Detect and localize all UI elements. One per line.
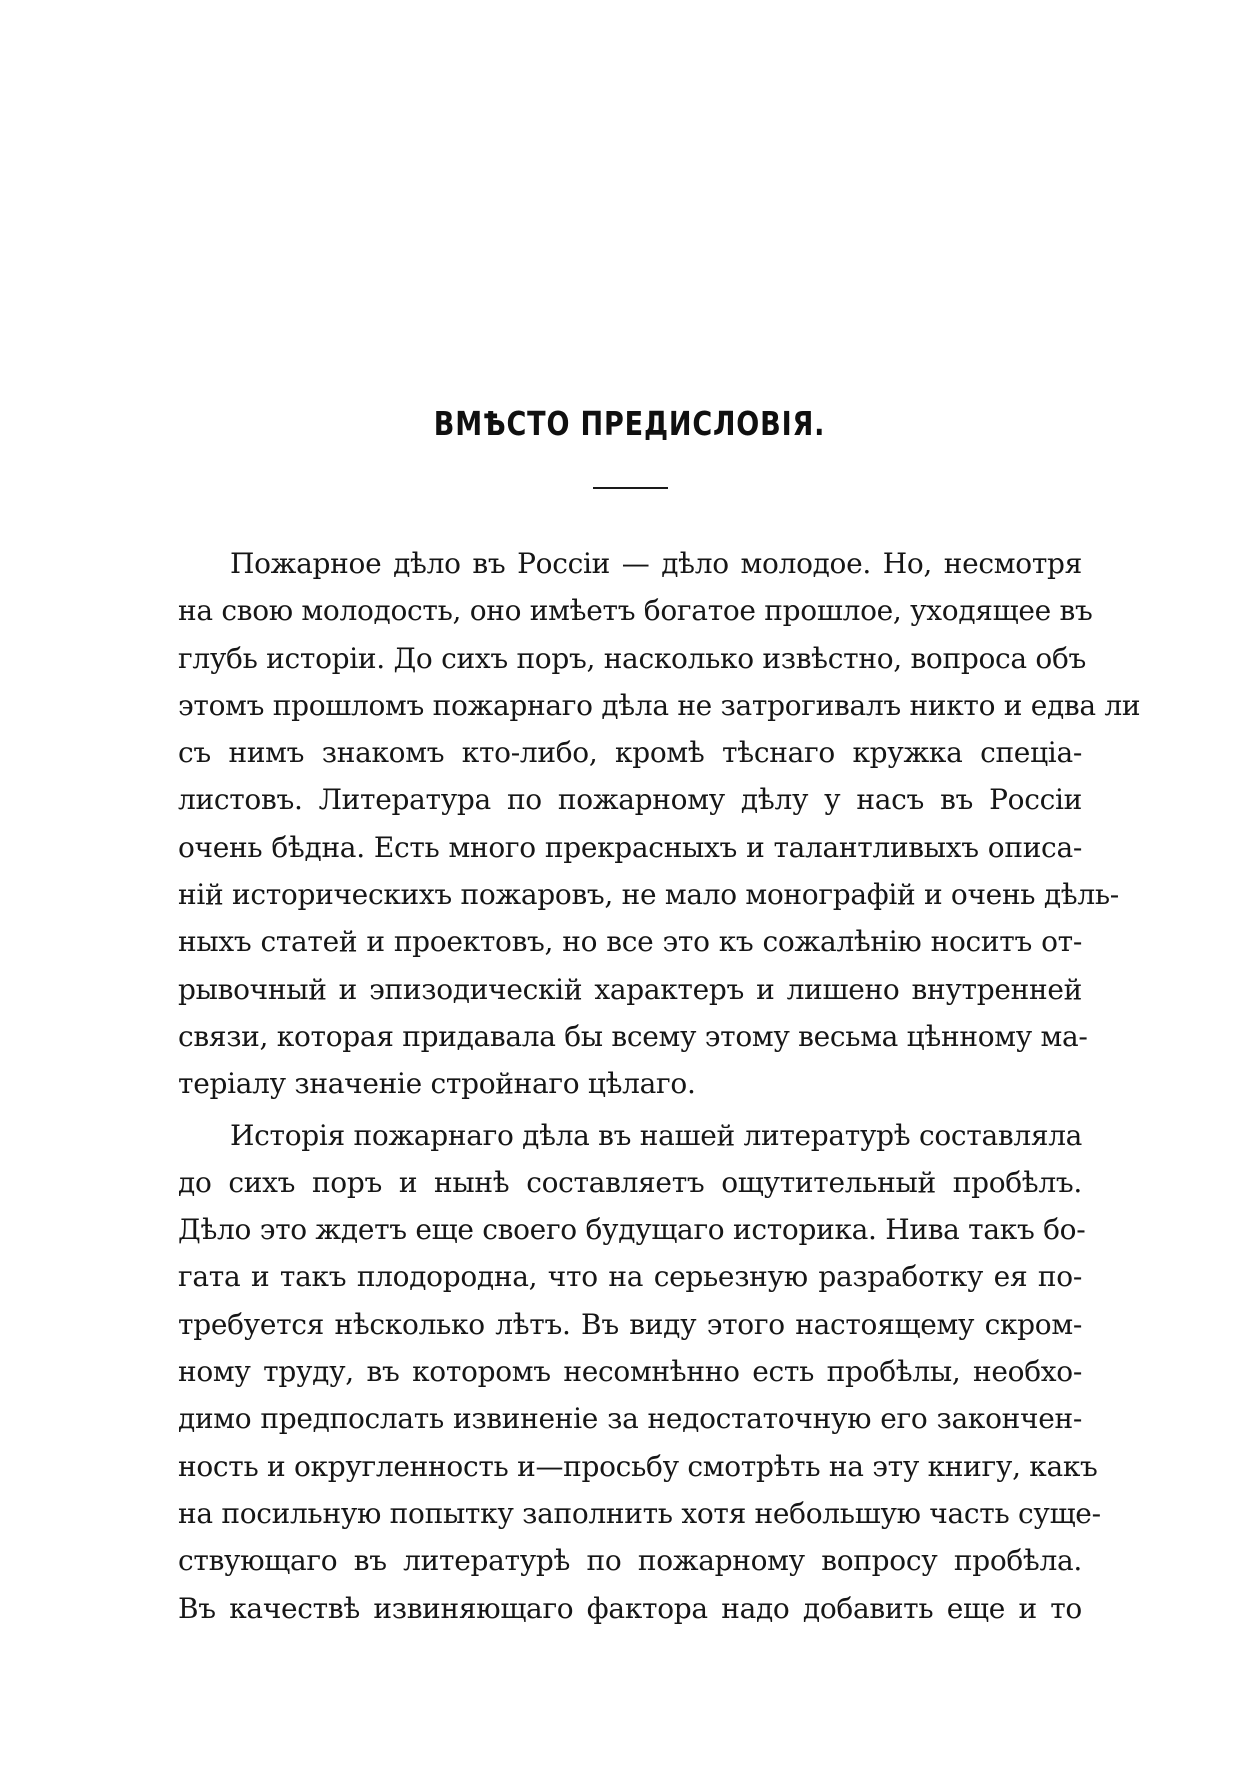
text-line: до сихъ поръ и нынѣ составляетъ ощутительный пробѣлъ. [178,1165,1082,1199]
page-title: ВМѢСТО ПРЕДИСЛОВІЯ. [433,404,826,443]
text-line: требуется нѣсколько лѣтъ. Въ виду этого настоящему скром- [178,1307,1082,1341]
text-line: рывочный и эпизодическій характеръ и лишено внутренней [178,972,1082,1006]
text-line: Исторія пожарнаго дѣла въ нашей литературѣ составляла [230,1118,1083,1152]
text-line: очень бѣдна. Есть много прекрасныхъ и талантливыхъ описа- [178,830,1082,864]
text-line: ныхъ статей и проектовъ, но все это къ сожалѣнію носитъ от- [178,925,1082,959]
text-line: этомъ прошломъ пожарнаго дѣла не затрогивалъ никто и едва ли [178,688,1141,722]
text-line: Пожарное дѣло въ Россіи — дѣло молодое. Но, несмотря [230,547,1082,580]
text-line: съ нимъ знакомъ кто-либо, кромѣ тѣснаго кружка спеціа- [178,736,1082,770]
text-line: ному труду, въ которомъ несомнѣнно есть пробѣлы, необхо- [178,1355,1082,1389]
text-line: Дѣло это ждетъ еще своего будущаго историка. Нива такъ бо- [178,1213,1086,1247]
text-line: ствующаго въ литературѣ по пожарному вопросу пробѣла. [178,1544,1082,1578]
text-line: теріалу значеніе стройнаго цѣлаго. [178,1067,696,1101]
text-line: димо предпослать извиненіе за недостаточную его закончен- [178,1402,1082,1436]
title-divider [593,487,668,489]
text-line: на посильную попытку заполнить хотя небольшую часть суще- [178,1496,1101,1530]
text-line: Въ качествѣ извиняющаго фактора надо добавить еще и то [178,1591,1082,1625]
text-line: ность и округленность и—просьбу смотрѣть на эту книгу, какъ [178,1449,1098,1483]
text-line: на свою молодость, оно имѣетъ богатое прошлое, уходящее въ [178,594,1093,628]
body-text [178,540,1141,1632]
text-line: листовъ. Литература по пожарному дѣлу у насъ въ Россіи [178,783,1082,817]
text-line: гата и такъ плодородна, что на серьезную разработку ея по- [178,1260,1082,1294]
text-line: связи, которая придавала бы всему этому весьма цѣнному ма- [178,1019,1088,1053]
text-line: ній историческихъ пожаровъ, не мало монографій и очень дѣль- [178,878,1119,912]
text-line: глубь исторіи. До сихъ поръ, насколько извѣстно, вопроса объ [178,641,1087,675]
